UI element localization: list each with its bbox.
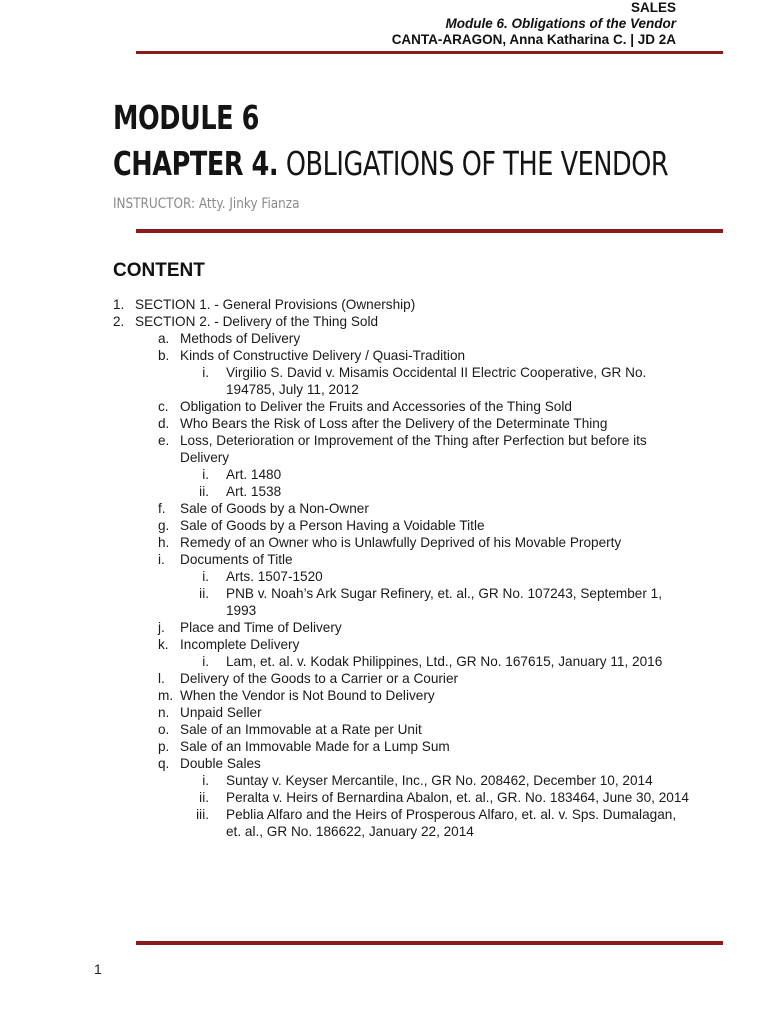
header-course: SALES	[630, 0, 676, 15]
toc-text: SECTION 1. - General Provisions (Ownership)	[135, 297, 416, 312]
toc-marker: c.	[158, 399, 169, 414]
toc-text: Sale of Goods by a Non-Owner	[180, 501, 369, 516]
toc-text: PNB v. Noah’s Ark Sugar Refinery, et. al., GR No. 107243, September 1, 1993	[226, 586, 662, 618]
toc-text: SECTION 2. - Delivery of the Thing Sold	[135, 314, 379, 329]
toc-marker: o.	[158, 722, 170, 737]
toc-item	[113, 415, 693, 432]
toc-item	[113, 398, 693, 415]
content-heading: CONTENT	[113, 260, 205, 281]
toc-marker: i.	[202, 467, 209, 482]
toc-item	[113, 432, 693, 466]
toc-item	[113, 755, 693, 772]
footer-rule	[136, 941, 723, 945]
toc-marker: h.	[158, 535, 170, 550]
toc-item	[113, 466, 693, 483]
toc-text: Loss, Deterioration or Improvement of the Thing after Perfection but before its Delivery	[180, 433, 647, 465]
toc-marker: ii.	[199, 790, 209, 805]
chapter-title	[113, 141, 668, 187]
toc-marker: ii.	[199, 586, 209, 601]
toc-item	[113, 330, 693, 347]
page-title	[113, 95, 759, 187]
toc-item	[113, 721, 693, 738]
toc-text: Kinds of Constructive Delivery / Quasi-Tradition	[180, 348, 466, 363]
toc-text: Remedy of an Owner who is Unlawfully Deprived of his Movable Property	[180, 535, 622, 550]
toc-text: Art. 1538	[226, 484, 282, 499]
toc-text: Sale of an Immovable at a Rate per Unit	[180, 722, 422, 737]
toc-text: Peralta v. Heirs of Bernardina Abalon, et. al., GR. No. 183464, June 30, 2014	[226, 790, 689, 805]
toc-marker: d.	[158, 416, 170, 431]
toc-marker: q.	[158, 756, 170, 771]
toc-item	[113, 806, 693, 840]
toc-text: Delivery of the Goods to a Carrier or a Courier	[180, 671, 459, 686]
toc-marker: i.	[202, 773, 209, 788]
instructor-line: INSTRUCTOR: Atty. Jinky Fianza	[113, 196, 300, 212]
toc-item	[113, 500, 693, 517]
toc-item	[113, 789, 693, 806]
toc-marker: 1.	[113, 297, 125, 312]
toc-text: Incomplete Delivery	[180, 637, 300, 652]
toc-item	[113, 585, 693, 619]
toc-text: Arts. 1507-1520	[226, 569, 323, 584]
title-rule	[136, 229, 723, 233]
toc-text: Lam, et. al. v. Kodak Philippines, Ltd., GR No. 167615, January 11, 2016	[226, 654, 663, 669]
toc-text: Methods of Delivery	[180, 331, 301, 346]
toc-item	[113, 483, 693, 500]
toc-text: Art. 1480	[226, 467, 282, 482]
toc-item	[113, 364, 693, 398]
toc-text: Double Sales	[180, 756, 261, 771]
toc-marker: k.	[158, 637, 169, 652]
toc-text: Virgilio S. David v. Misamis Occidental II Electric Cooperative, GR No. 194785, July 11, 2012	[226, 365, 647, 397]
toc-text: Who Bears the Risk of Loss after the Delivery of the Determinate Thing	[180, 416, 608, 431]
toc-item	[113, 670, 693, 687]
toc-item	[113, 568, 693, 585]
page-number: 1	[94, 961, 102, 977]
chapter-name: OBLIGATIONS OF THE VENDOR	[278, 144, 669, 183]
toc-marker: l.	[158, 671, 165, 686]
toc-marker: e.	[158, 433, 170, 448]
toc-item	[113, 551, 693, 568]
module-title: MODULE 6	[113, 98, 259, 137]
toc-marker: a.	[158, 331, 170, 346]
toc-item	[113, 704, 693, 721]
toc-item	[113, 636, 693, 653]
toc-marker: i.	[158, 552, 165, 567]
toc-marker: j.	[158, 620, 165, 635]
toc-marker: m.	[158, 688, 174, 703]
toc-marker: b.	[158, 348, 170, 363]
chapter-number: CHAPTER 4.	[113, 144, 279, 183]
toc-text: Sale of an Immovable Made for a Lump Sum	[180, 739, 450, 754]
toc-text: Place and Time of Delivery	[180, 620, 342, 635]
toc-text: Documents of Title	[180, 552, 293, 567]
toc-item	[113, 653, 693, 670]
toc-item	[113, 772, 693, 789]
toc-marker: p.	[158, 739, 170, 754]
table-of-contents	[113, 296, 693, 840]
toc-item	[113, 619, 693, 636]
toc-item	[113, 687, 693, 704]
toc-item	[113, 534, 693, 551]
toc-text: Unpaid Seller	[180, 705, 262, 720]
toc-item	[113, 517, 693, 534]
toc-item	[113, 347, 693, 364]
toc-text: When the Vendor is Not Bound to Delivery	[180, 688, 435, 703]
toc-text: Peblia Alfaro and the Heirs of Prosperous Alfaro, et. al. v. Sps. Dumalagan, et. al., GR No. 186622, January 22, 2014	[226, 807, 677, 839]
toc-marker: f.	[158, 501, 166, 516]
header-rule	[136, 51, 723, 54]
toc-marker: g.	[158, 518, 170, 533]
toc-marker: 2.	[113, 314, 125, 329]
toc-marker: iii.	[196, 807, 209, 822]
toc-marker: i.	[202, 569, 209, 584]
toc-text: Obligation to Deliver the Fruits and Accessories of the Thing Sold	[180, 399, 572, 414]
header-author: CANTA-ARAGON, Anna Katharina C. | JD 2A	[391, 32, 676, 47]
toc-item	[113, 738, 693, 755]
toc-marker: n.	[158, 705, 170, 720]
toc-marker: i.	[202, 654, 209, 669]
toc-text: Sale of Goods by a Person Having a Voidable Title	[180, 518, 485, 533]
toc-marker: ii.	[199, 484, 209, 499]
header-module: Module 6. Obligations of the Vendor	[445, 16, 676, 31]
toc-item	[113, 313, 693, 330]
toc-item	[113, 296, 693, 313]
toc-text: Suntay v. Keyser Mercantile, Inc., GR No. 208462, December 10, 2014	[226, 773, 653, 788]
toc-marker: i.	[202, 365, 209, 380]
page-header	[392, 0, 676, 48]
